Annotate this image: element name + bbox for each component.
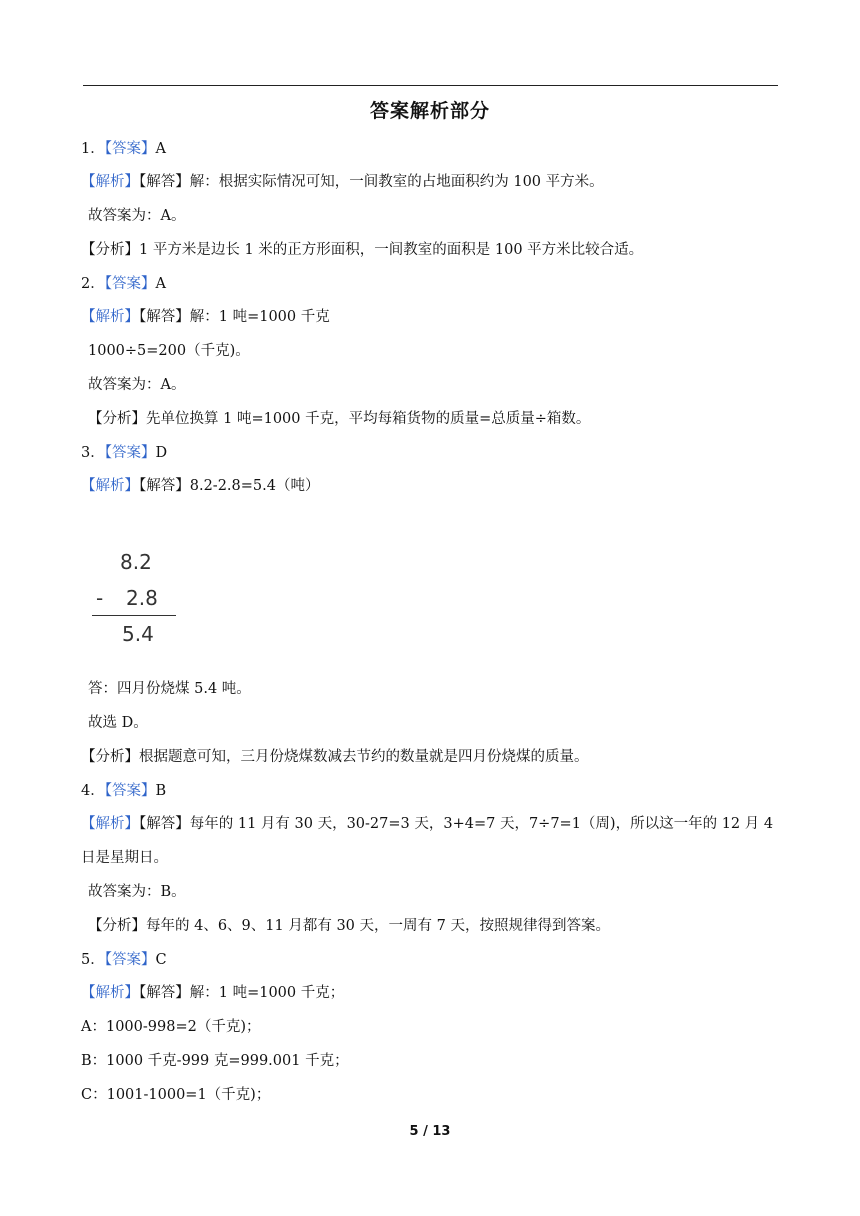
q1-answer: 1．【答案】A <box>81 141 166 157</box>
sum-line <box>92 615 176 616</box>
q1-explanation: 【分析】1 平方米是边长 1 米的正方形面积，一间教室的面积是 100 平方米比较合适。 <box>81 242 644 258</box>
q2-calculation: 1000÷5=200（千克)。 <box>88 343 250 359</box>
q3-conclusion: 故选 D。 <box>88 715 148 731</box>
q1-conclusion: 故答案为：A。 <box>88 208 186 224</box>
q5-option-a: A：1000-998=2（千克)； <box>81 1019 261 1035</box>
q3-response: 答：四月份烧煤 5.4 吨。 <box>88 681 251 697</box>
q5-answer: 5．【答案】C <box>81 952 167 968</box>
q4-analysis-cont: 日是星期日。 <box>81 850 168 866</box>
q2-answer: 2．【答案】A <box>81 276 166 292</box>
q4-conclusion: 故答案为：B。 <box>88 884 186 900</box>
subtrahend: 2.8 <box>126 586 158 610</box>
q2-explanation: 【分析】先单位换算 1 吨=1000 千克，平均每箱货物的质量=总质量÷箱数。 <box>88 411 591 427</box>
vertical-subtraction <box>92 548 182 648</box>
q4-answer: 4．【答案】B <box>81 783 167 799</box>
page-number: 5 / 13 <box>409 1124 451 1139</box>
minus-sign: - <box>96 586 104 610</box>
q3-answer: 3．【答案】D <box>81 445 168 461</box>
minuend: 8.2 <box>120 550 152 574</box>
page-title: 答案解析部分 <box>369 100 490 122</box>
q5-analysis: 【解析】【解答】解：1 吨=1000 千克； <box>81 985 345 1001</box>
q3-analysis: 【解析】【解答】8.2-2.8=5.4（吨） <box>81 478 320 494</box>
q5-option-b: B：1000 千克-999 克=999.001 千克； <box>81 1053 349 1069</box>
difference: 5.4 <box>122 622 154 646</box>
q2-analysis: 【解析】【解答】解：1 吨=1000 千克 <box>81 309 330 325</box>
q3-explanation: 【分析】根据题意可知，三月份烧煤数减去节约的数量就是四月份烧煤的质量。 <box>81 749 589 765</box>
q5-option-c: C：1001-1000=1（千克)； <box>81 1087 271 1103</box>
q4-explanation: 【分析】每年的 4、6、9、11 月都有 30 天，一周有 7 天，按照规律得到答案。 <box>88 918 610 934</box>
q2-conclusion: 故答案为：A。 <box>88 377 186 393</box>
header-rule <box>83 85 778 86</box>
q4-analysis: 【解析】【解答】每年的 11 月有 30 天，30-27=3 天，3+4=7 天，7÷7=1（周)，所以这一年的 12 月 4 <box>81 816 774 832</box>
q1-analysis: 【解析】【解答】解：根据实际情况可知，一间教室的占地面积约为 100 平方米。 <box>81 174 604 190</box>
